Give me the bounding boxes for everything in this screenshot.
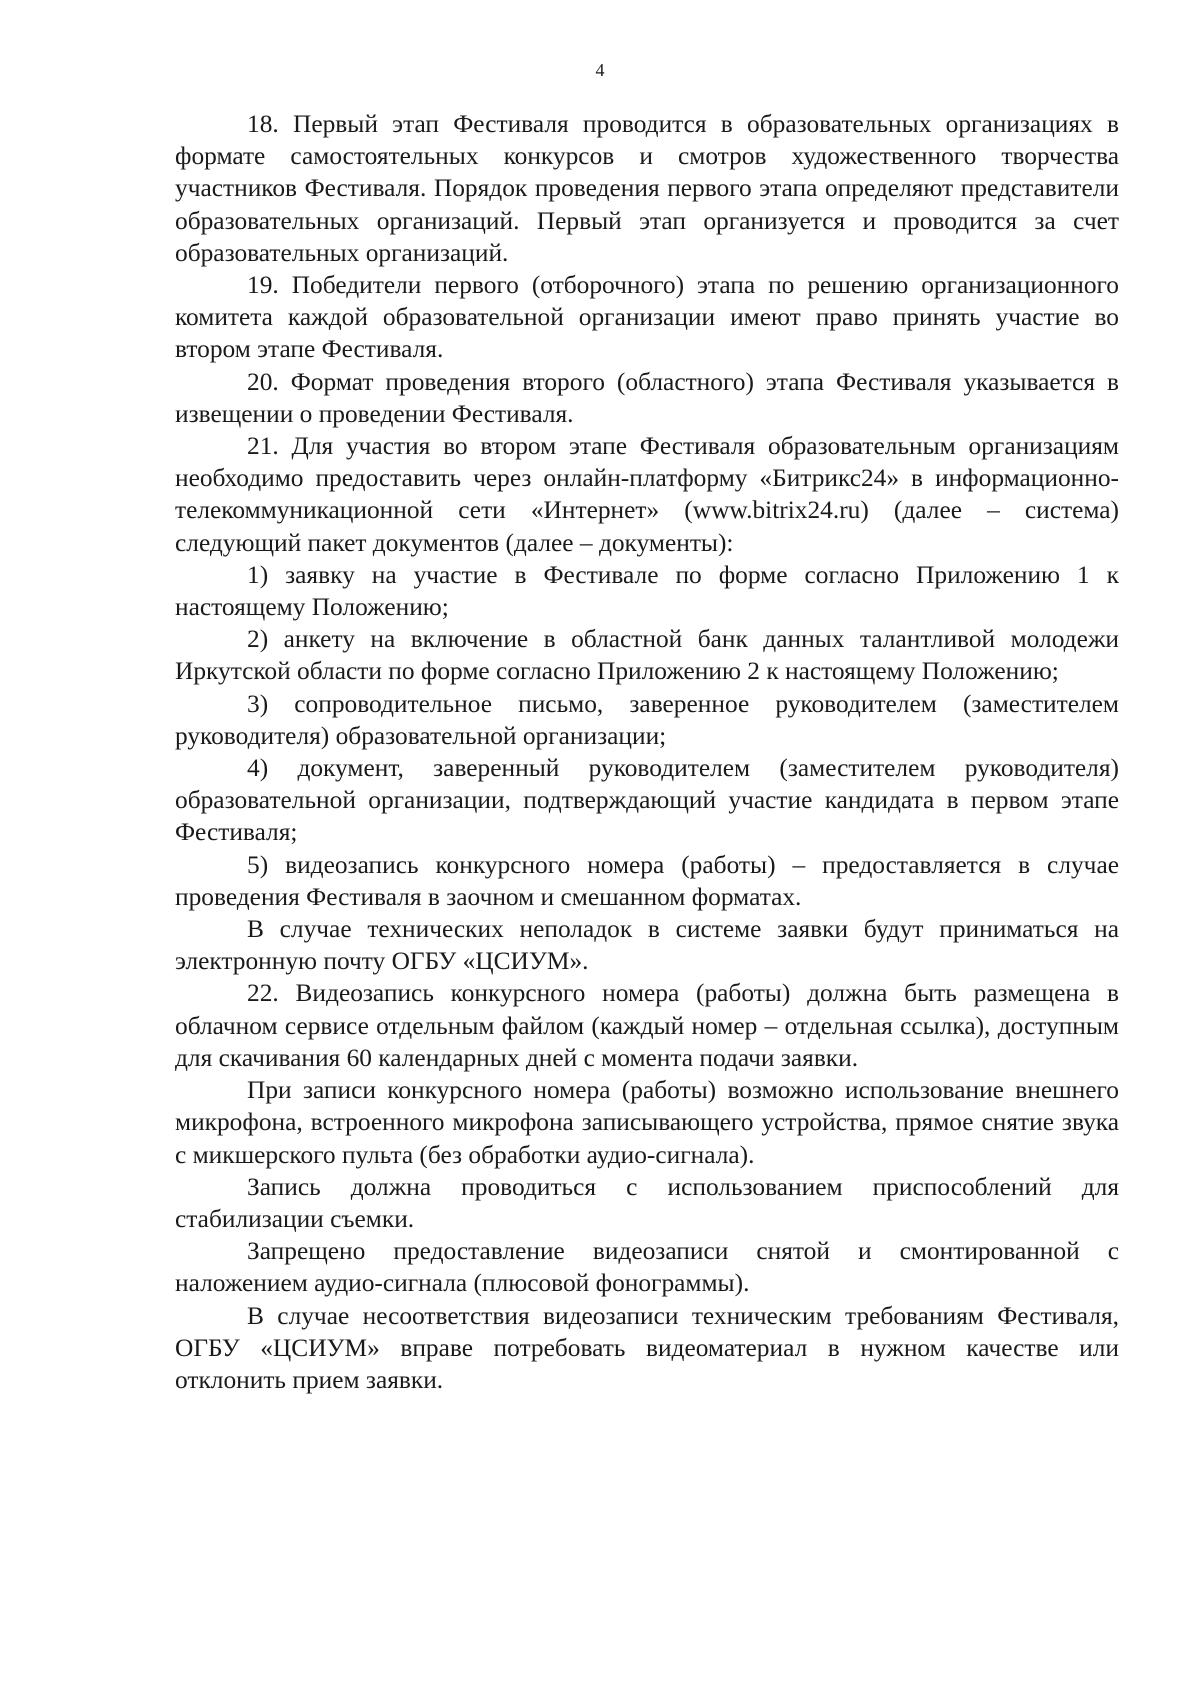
paragraph-noncompliance: В случае несоответствия видеозаписи техническим требованиям Фестиваля, ОГБУ «ЦСИУМ» вправе потребовать видеоматериал в нужном качестве или отклонить прием заявки. [175, 1301, 1119, 1394]
paragraph-prohibited: Запрещено предоставление видеозаписи снятой и смонтированной с наложением аудио-сигнала (плюсовой фонограммы). [175, 1237, 1119, 1298]
list-item-5: 5) видеозапись конкурсного номера (работы) – предоставляется в случае проведения Фестиваля в заочном и смешанном форматах. [175, 850, 1119, 911]
paragraph-microphone: При записи конкурсного номера (работы) возможно использование внешнего микрофона, встроенного микрофона записывающего устройства, прямое снятие звука с микшерского пульта (без обработки аудио-сигнала). [175, 1076, 1119, 1169]
paragraph-22: 22. Видеозапись конкурсного номера (работы) должна быть размещена в облачном сервисе отдельным файлом (каждый номер – отдельная ссылка), доступным для скачивания 60 календарных дней с момента подачи заявки. [175, 979, 1119, 1072]
list-item-2: 2) анкету на включение в областной банк данных талантливой молодежи Иркутской области по форме согласно Приложению 2 к настоящему Положению; [175, 625, 1119, 686]
paragraph-19: 19. Победители первого (отборочного) этапа по решению организационного комитета каждой образовательной организации имеют право принять участие во втором этапе Фестиваля. [175, 271, 1119, 364]
document-body [175, 108, 1119, 1396]
paragraph-stabilization: Запись должна проводиться с использованием приспособлений для стабилизации съемки. [175, 1172, 1119, 1233]
paragraph-18: 18. Первый этап Фестиваля проводится в образовательных организациях в формате самостоятельных конкурсов и смотров художественного творчества участников Фестиваля. Порядок проведения первого этапа определяют представители образовательных организаций. Первый этап организуется и проводится за счет образовательных организаций. [175, 110, 1119, 267]
page-number: 4 [595, 60, 605, 80]
paragraph-technical-issues: В случае технических неполадок в системе заявки будут приниматься на электронную почту ОГБУ «ЦСИУМ». [175, 915, 1119, 976]
paragraph-20: 20. Формат проведения второго (областного) этапа Фестиваля указывается в извещении о проведении Фестиваля. [175, 367, 1119, 428]
paragraph-21: 21. Для участия во втором этапе Фестиваля образовательным организациям необходимо предоставить через онлайн-платформу «Битрикс24» в информационно-телекоммуникационной сети «Интернет» (www.bitrix24.ru) (далее – система) следующий пакет документов (далее – документы): [175, 432, 1119, 557]
list-item-4: 4) документ, заверенный руководителем (заместителем руководителя) образовательной организации, подтверждающий участие кандидата в первом этапе Фестиваля; [175, 754, 1119, 847]
list-item-3: 3) сопроводительное письмо, заверенное руководителем (заместителем руководителя) образовательной организации; [175, 689, 1119, 750]
list-item-1: 1) заявку на участие в Фестивале по форме согласно Приложению 1 к настоящему Положению; [175, 560, 1119, 622]
